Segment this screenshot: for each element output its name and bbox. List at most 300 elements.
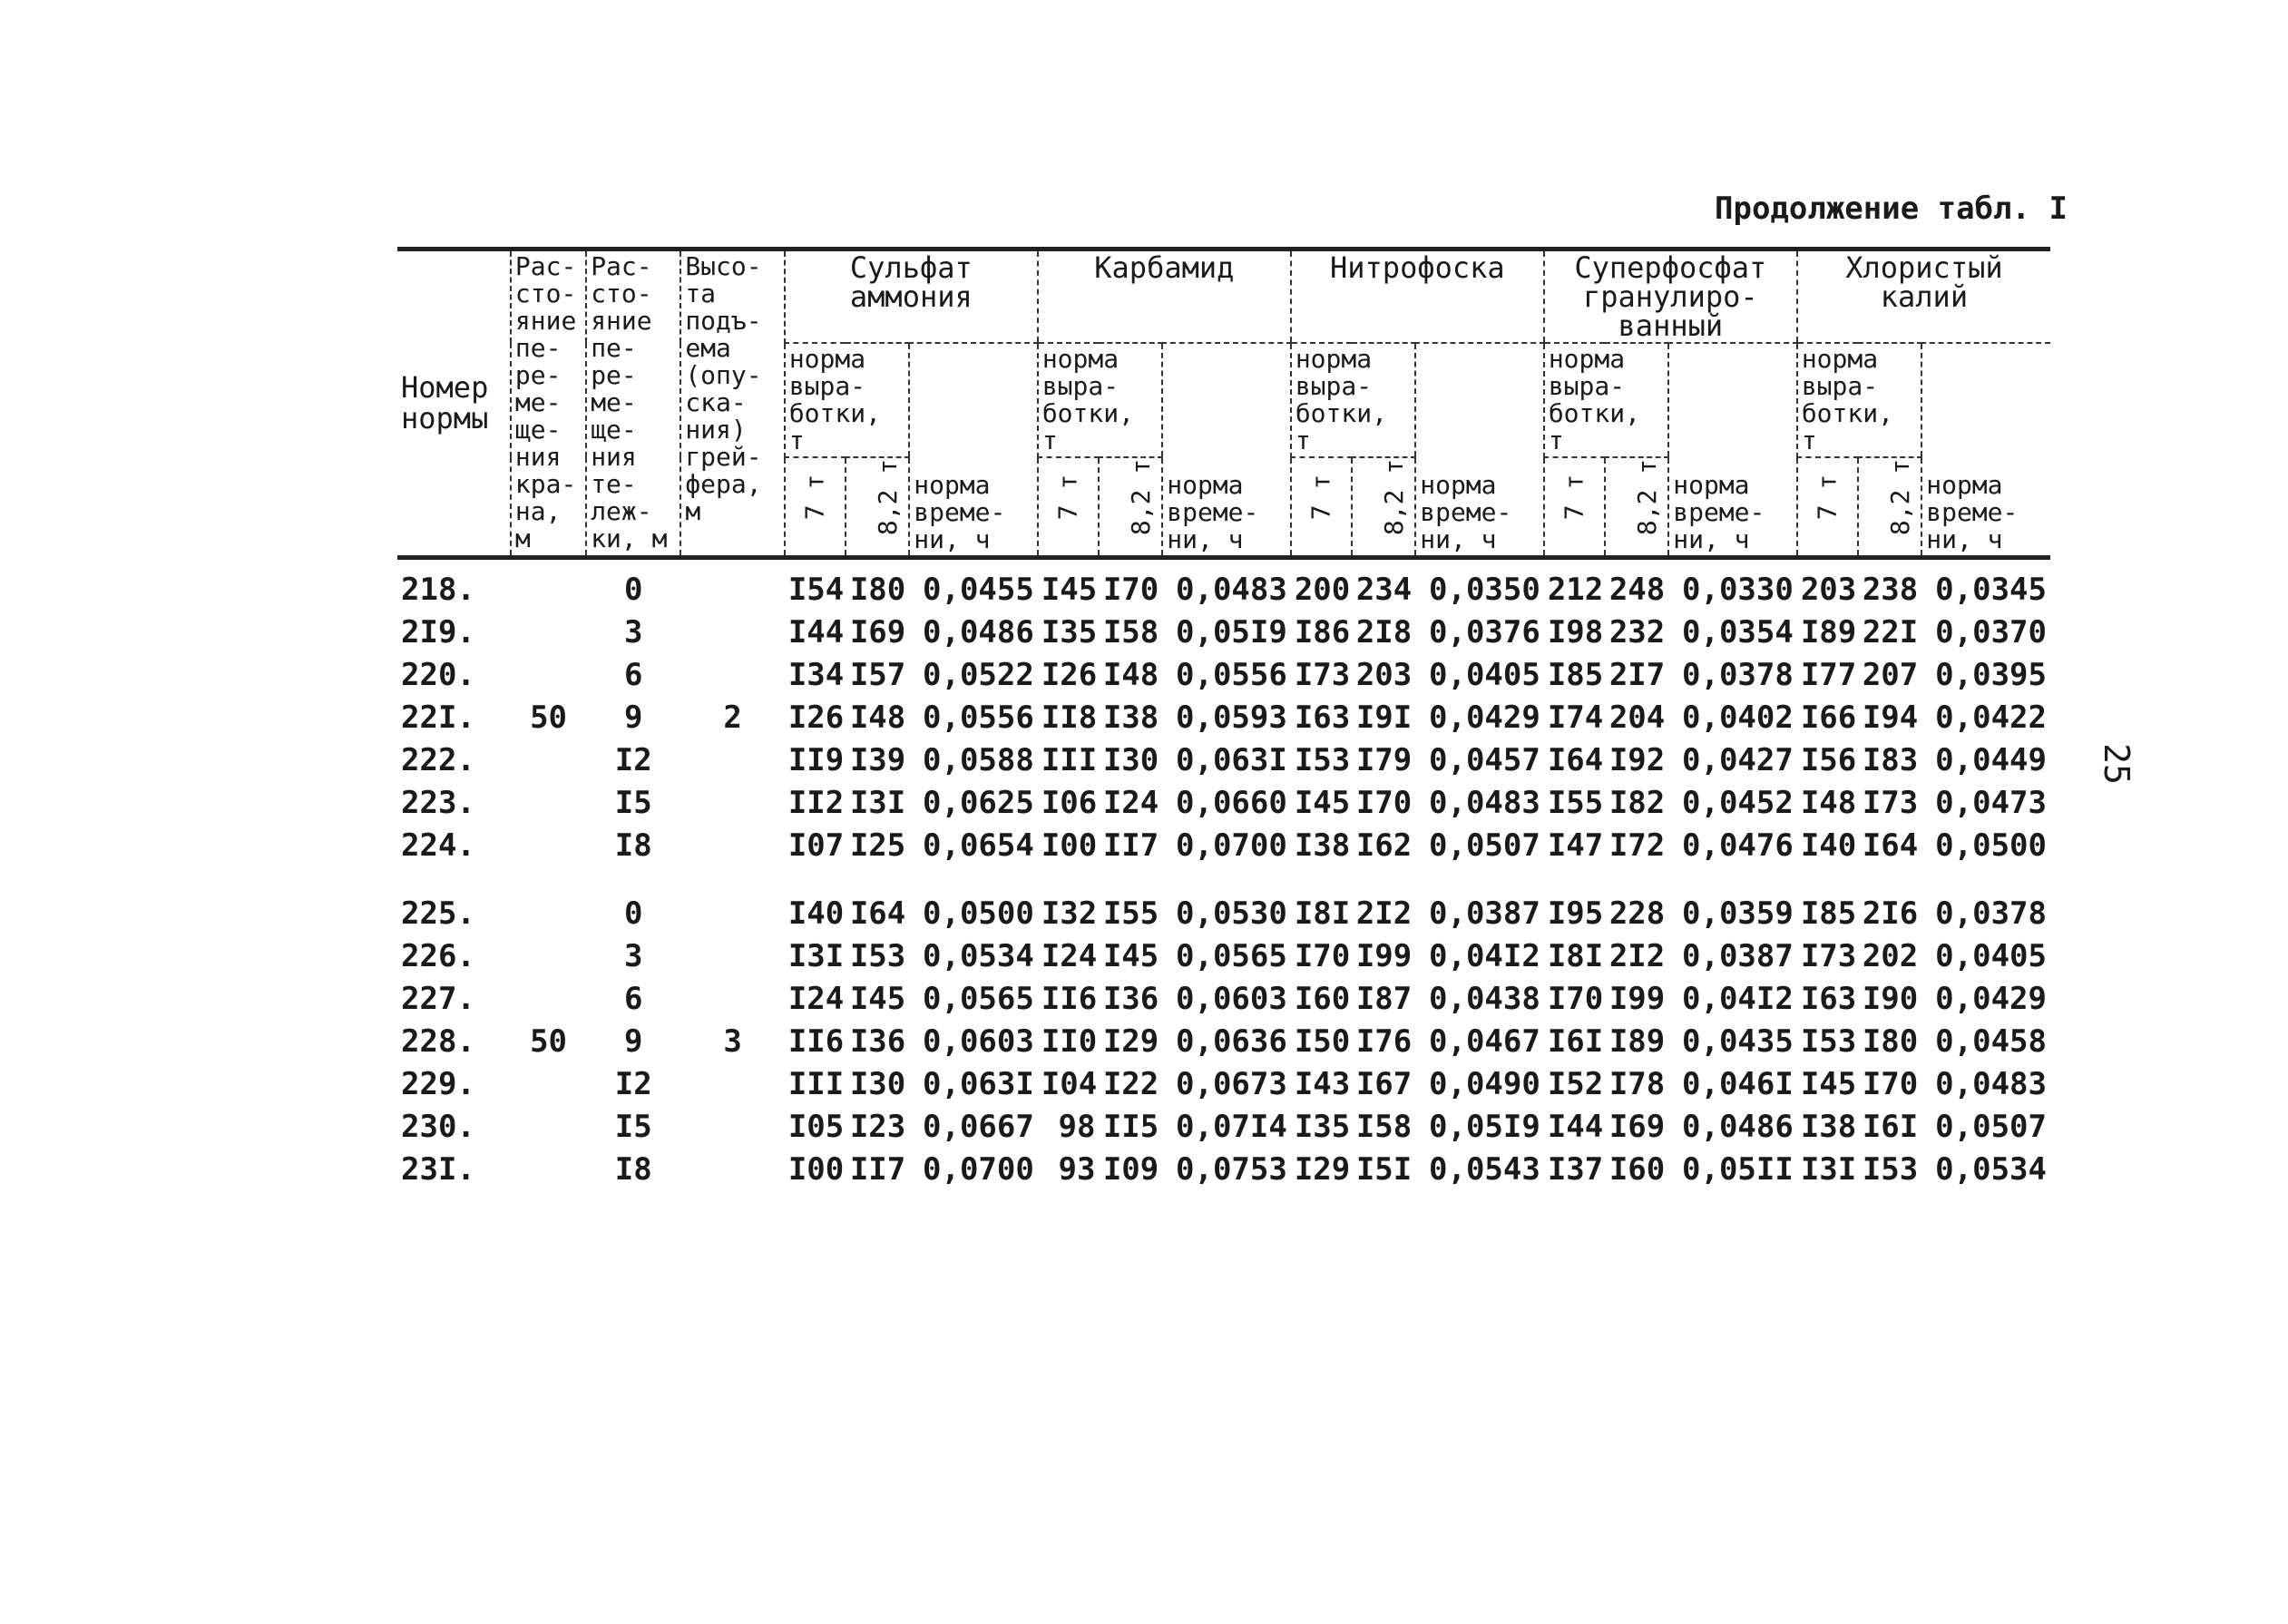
cell-output-norm: I3I <box>787 937 845 974</box>
cell-distance-trolley: 3 <box>624 937 643 974</box>
cell-output-norm: I3I <box>1800 1150 1857 1188</box>
cell-output-norm: I30 <box>1102 741 1159 778</box>
header-distance-trolley: Рас-сто-яние пе-ре-ме-ще-ния те-леж-ки, м <box>586 249 680 558</box>
cell-time-norm: 0,0500 <box>1935 827 2047 864</box>
cell-output-norm: I92 <box>1608 741 1666 778</box>
cell-output-norm: I54 <box>787 571 845 608</box>
cell-distance-crane <box>511 782 586 825</box>
cell-output-norm: I38 <box>1102 699 1159 736</box>
cell-norm-number: 227. <box>401 980 475 1017</box>
cell-time-norm: 0,063I <box>1176 741 1287 778</box>
header-group-superphosphate: Суперфосфат гранулиро-ванный <box>1544 249 1797 344</box>
cell-output-norm: I00 <box>1041 827 1098 864</box>
cell-output-norm: I8I <box>1547 937 1604 974</box>
cell-time-norm: 0,0588 <box>923 741 1034 778</box>
header-mass-8-2: 8,2 т <box>1858 457 1921 557</box>
cell-distance-trolley: I2 <box>614 1065 652 1102</box>
cell-output-norm: I86 <box>1294 613 1351 651</box>
cell-time-norm: 0,0490 <box>1429 1065 1540 1102</box>
cell-distance-trolley: I8 <box>614 827 652 864</box>
cell-time-norm: 0,0429 <box>1429 699 1540 736</box>
cell-time-norm: 0,04I2 <box>1429 937 1540 974</box>
cell-time-norm: 0,0507 <box>1429 827 1540 864</box>
cell-norm-number: 223. <box>401 784 475 821</box>
cell-norm-number: 226. <box>401 937 475 974</box>
cell-distance-crane <box>511 654 586 697</box>
cell-output-norm: I45 <box>1041 571 1098 608</box>
header-grab-height: Высо-та подъ-ема (опу-ска-ния) грей-фера, м <box>680 249 785 558</box>
cell-grab-height <box>680 782 785 825</box>
cell-time-norm: 0,0486 <box>923 613 1034 651</box>
cell-output-norm: I90 <box>1862 980 1919 1017</box>
cell-distance-crane <box>511 739 586 782</box>
cell-distance-trolley: I2 <box>614 741 652 778</box>
cell-output-norm: I62 <box>1355 827 1413 864</box>
cell-output-norm: I55 <box>1102 895 1159 932</box>
table-row <box>397 1149 2050 1191</box>
cell-output-norm: I32 <box>1041 895 1098 932</box>
header-mass-7: 7 т <box>785 457 846 557</box>
cell-grab-height <box>680 611 785 654</box>
header-time-norm: норма време-ни, ч <box>909 343 1038 557</box>
cell-output-norm: I95 <box>1547 895 1604 932</box>
cell-output-norm: 232 <box>1608 613 1666 651</box>
cell-grab-height <box>680 1063 785 1106</box>
cell-time-norm: 0,0673 <box>1176 1065 1287 1102</box>
cell-time-norm: 0,0565 <box>1176 937 1287 974</box>
cell-time-norm: 0,0473 <box>1935 784 2047 821</box>
cell-time-norm: 0,063I <box>923 1065 1034 1102</box>
table-caption: Продолжение табл. I <box>1715 191 2068 227</box>
cell-distance-trolley: I8 <box>614 1150 652 1188</box>
cell-output-norm: 248 <box>1608 571 1666 608</box>
table-row <box>397 697 2050 739</box>
cell-output-norm: 212 <box>1547 571 1604 608</box>
cell-distance-crane <box>511 978 586 1021</box>
cell-output-norm: I40 <box>1800 827 1857 864</box>
cell-norm-number: 230. <box>401 1108 475 1145</box>
cell-output-norm: I70 <box>1547 980 1604 1017</box>
cell-output-norm: II2 <box>787 784 845 821</box>
cell-output-norm: II0 <box>1041 1022 1098 1060</box>
table-row <box>397 739 2050 782</box>
header-norm-number: Номер нормы <box>397 249 511 558</box>
cell-output-norm: I05 <box>787 1108 845 1145</box>
header-group-carbamide: Карбамид <box>1038 249 1291 344</box>
header-time-norm: норма време-ни, ч <box>1415 343 1544 557</box>
cell-time-norm: 0,0378 <box>1682 656 1794 693</box>
cell-output-norm: 2I6 <box>1862 895 1919 932</box>
cell-time-norm: 0,0753 <box>1176 1150 1287 1188</box>
cell-distance-crane <box>511 611 586 654</box>
cell-output-norm: I60 <box>1608 1150 1666 1188</box>
cell-time-norm: 0,0435 <box>1682 1022 1794 1060</box>
cell-output-norm: 98 <box>1058 1108 1096 1145</box>
table-row <box>397 782 2050 825</box>
cell-time-norm: 0,0565 <box>923 980 1034 1017</box>
cell-output-norm: I58 <box>1102 613 1159 651</box>
cell-output-norm: 203 <box>1800 571 1857 608</box>
header-output-norm: норма выра-ботки, т <box>1797 343 1921 457</box>
cell-norm-number: 225. <box>401 895 475 932</box>
cell-output-norm: I99 <box>1355 937 1413 974</box>
cell-output-norm: I55 <box>1547 784 1604 821</box>
cell-time-norm: 0,0700 <box>923 1150 1034 1188</box>
cell-output-norm: 238 <box>1862 571 1919 608</box>
cell-output-norm: I98 <box>1547 613 1604 651</box>
cell-norm-number: 220. <box>401 656 475 693</box>
cell-time-norm: 0,0500 <box>923 895 1034 932</box>
cell-output-norm: I48 <box>1102 656 1159 693</box>
cell-output-norm: I30 <box>849 1065 906 1102</box>
cell-grab-height <box>680 893 785 935</box>
cell-time-norm: 0,05I9 <box>1429 1108 1540 1145</box>
cell-output-norm: II7 <box>1102 827 1159 864</box>
cell-output-norm: 2I2 <box>1355 895 1413 932</box>
cell-output-norm: I29 <box>1294 1150 1351 1188</box>
cell-grab-height <box>680 1149 785 1191</box>
cell-output-norm: I6I <box>1862 1108 1919 1145</box>
cell-output-norm: 2I8 <box>1355 613 1413 651</box>
cell-output-norm: I80 <box>849 571 906 608</box>
cell-output-norm: 207 <box>1862 656 1919 693</box>
cell-time-norm: 0,0422 <box>1935 699 2047 736</box>
table-row <box>397 1063 2050 1106</box>
cell-norm-number: 22I. <box>401 699 475 736</box>
cell-output-norm: I44 <box>1547 1108 1604 1145</box>
cell-output-norm: II8 <box>1041 699 1098 736</box>
header-output-norm: норма выра-ботки, т <box>785 343 909 457</box>
cell-time-norm: 0,0455 <box>923 571 1034 608</box>
cell-output-norm: II9 <box>787 741 845 778</box>
cell-output-norm: I24 <box>1102 784 1159 821</box>
cell-time-norm: 0,0405 <box>1429 656 1540 693</box>
cell-output-norm: I38 <box>1800 1108 1857 1145</box>
cell-output-norm: I36 <box>1102 980 1159 1017</box>
cell-time-norm: 0,0534 <box>1935 1150 2047 1188</box>
cell-output-norm: I9I <box>1355 699 1413 736</box>
cell-norm-number: 229. <box>401 1065 475 1102</box>
cell-output-norm: I53 <box>1800 1022 1857 1060</box>
cell-time-norm: 0,0603 <box>923 1022 1034 1060</box>
cell-output-norm: I73 <box>1294 656 1351 693</box>
cell-output-norm: 228 <box>1608 895 1666 932</box>
cell-output-norm: I83 <box>1862 741 1919 778</box>
cell-output-norm: 203 <box>1355 656 1413 693</box>
cell-output-norm: I8I <box>1294 895 1351 932</box>
cell-output-norm: I89 <box>1608 1022 1666 1060</box>
cell-output-norm: 234 <box>1355 571 1413 608</box>
cell-output-norm: I39 <box>849 741 906 778</box>
header-time-norm: норма време-ни, ч <box>1921 343 2050 557</box>
cell-output-norm: I35 <box>1294 1108 1351 1145</box>
cell-output-norm: I53 <box>1862 1150 1919 1188</box>
cell-grab-height <box>680 739 785 782</box>
header-mass-7: 7 т <box>1038 457 1100 557</box>
cell-time-norm: 0,0486 <box>1682 1108 1794 1145</box>
cell-output-norm: 93 <box>1058 1150 1096 1188</box>
cell-output-norm: I24 <box>1041 937 1098 974</box>
cell-time-norm: 0,0350 <box>1429 571 1540 608</box>
cell-output-norm: I89 <box>1800 613 1857 651</box>
cell-time-norm: 0,0700 <box>1176 827 1287 864</box>
cell-time-norm: 0,0376 <box>1429 613 1540 651</box>
cell-output-norm: 22I <box>1862 613 1919 651</box>
cell-output-norm: I43 <box>1294 1065 1351 1102</box>
cell-time-norm: 0,046I <box>1682 1065 1794 1102</box>
cell-time-norm: 0,0476 <box>1682 827 1794 864</box>
cell-output-norm: I5I <box>1355 1150 1413 1188</box>
cell-output-norm: II7 <box>849 1150 906 1188</box>
cell-output-norm: I77 <box>1800 656 1857 693</box>
spacer-cell <box>397 867 2050 893</box>
cell-output-norm: I82 <box>1608 784 1666 821</box>
cell-output-norm: III <box>787 1065 845 1102</box>
cell-distance-trolley: 6 <box>624 980 643 1017</box>
cell-output-norm: I70 <box>1862 1065 1919 1102</box>
cell-distance-crane <box>511 1063 586 1106</box>
header-distance-crane: Рас-сто-яние пе-ре-ме-ще-ния кра-на, м <box>511 249 586 558</box>
cell-time-norm: 0,0457 <box>1429 741 1540 778</box>
cell-distance-crane <box>511 893 586 935</box>
cell-grab-height <box>680 654 785 697</box>
cell-output-norm: I45 <box>1102 937 1159 974</box>
cell-output-norm: I23 <box>849 1108 906 1145</box>
cell-output-norm: II5 <box>1102 1108 1159 1145</box>
page-number: 25 <box>2096 743 2136 785</box>
cell-time-norm: 0,07I4 <box>1176 1108 1287 1145</box>
header-time-norm: норма време-ни, ч <box>1668 343 1797 557</box>
cell-distance-crane: 50 <box>530 699 568 736</box>
cell-output-norm: 200 <box>1294 571 1351 608</box>
cell-output-norm: III <box>1041 741 1098 778</box>
cell-output-norm: I26 <box>1041 656 1098 693</box>
cell-distance-trolley: I5 <box>614 784 652 821</box>
cell-time-norm: 0,0378 <box>1935 895 2047 932</box>
cell-output-norm: I52 <box>1547 1065 1604 1102</box>
cell-grab-height: 2 <box>723 699 742 736</box>
cell-output-norm: II6 <box>787 1022 845 1060</box>
cell-output-norm: I34 <box>787 656 845 693</box>
cell-grab-height <box>680 935 785 978</box>
cell-grab-height <box>680 978 785 1021</box>
cell-output-norm: I48 <box>849 699 906 736</box>
cell-distance-trolley: I5 <box>614 1108 652 1145</box>
cell-grab-height <box>680 557 785 611</box>
header-mass-7: 7 т <box>1797 457 1859 557</box>
cell-time-norm: 0,0483 <box>1429 784 1540 821</box>
cell-time-norm: 0,0556 <box>923 699 1034 736</box>
cell-output-norm: I69 <box>1608 1108 1666 1145</box>
cell-time-norm: 0,0395 <box>1935 656 2047 693</box>
cell-distance-crane <box>511 935 586 978</box>
cell-output-norm: I64 <box>1862 827 1919 864</box>
cell-output-norm: I72 <box>1608 827 1666 864</box>
header-output-norm: норма выра-ботки, т <box>1038 343 1162 457</box>
cell-output-norm: I40 <box>787 895 845 932</box>
cell-output-norm: I22 <box>1102 1065 1159 1102</box>
cell-output-norm: I69 <box>849 613 906 651</box>
header-time-norm: норма време-ни, ч <box>1162 343 1291 557</box>
cell-output-norm: I09 <box>1102 1150 1159 1188</box>
table-row <box>397 654 2050 697</box>
cell-time-norm: 0,0402 <box>1682 699 1794 736</box>
cell-time-norm: 0,0543 <box>1429 1150 1540 1188</box>
cell-time-norm: 0,0534 <box>923 937 1034 974</box>
cell-time-norm: 0,0667 <box>923 1108 1034 1145</box>
table-row <box>397 1021 2050 1063</box>
cell-time-norm: 0,0438 <box>1429 980 1540 1017</box>
cell-output-norm: I78 <box>1608 1065 1666 1102</box>
cell-output-norm: I38 <box>1294 827 1351 864</box>
cell-output-norm: I35 <box>1041 613 1098 651</box>
cell-output-norm: I45 <box>1800 1065 1857 1102</box>
cell-distance-crane: 50 <box>530 1022 568 1060</box>
cell-output-norm: I24 <box>787 980 845 1017</box>
cell-output-norm: I00 <box>787 1150 845 1188</box>
cell-distance-trolley: 0 <box>624 571 643 608</box>
cell-output-norm: II6 <box>1041 980 1098 1017</box>
cell-time-norm: 0,0636 <box>1176 1022 1287 1060</box>
cell-output-norm: I45 <box>1294 784 1351 821</box>
cell-norm-number: 23I. <box>401 1150 475 1188</box>
cell-output-norm: I63 <box>1294 699 1351 736</box>
cell-output-norm: I76 <box>1355 1022 1413 1060</box>
cell-time-norm: 0,0354 <box>1682 613 1794 651</box>
table-row <box>397 978 2050 1021</box>
cell-output-norm: I64 <box>849 895 906 932</box>
cell-output-norm: I58 <box>1355 1108 1413 1145</box>
cell-output-norm: I56 <box>1800 741 1857 778</box>
cell-output-norm: 204 <box>1608 699 1666 736</box>
cell-time-norm: 0,0530 <box>1176 895 1287 932</box>
cell-output-norm: I48 <box>1800 784 1857 821</box>
cell-output-norm: I74 <box>1547 699 1604 736</box>
cell-output-norm: I73 <box>1800 937 1857 974</box>
cell-time-norm: 0,0556 <box>1176 656 1287 693</box>
cell-output-norm: I26 <box>787 699 845 736</box>
cell-time-norm: 0,0387 <box>1682 937 1794 974</box>
cell-time-norm: 0,05I9 <box>1176 613 1287 651</box>
cell-distance-trolley: 3 <box>624 613 643 651</box>
cell-time-norm: 0,0405 <box>1935 937 2047 974</box>
cell-output-norm: I45 <box>849 980 906 1017</box>
table-row <box>397 935 2050 978</box>
cell-output-norm: I73 <box>1862 784 1919 821</box>
cell-output-norm: 202 <box>1862 937 1919 974</box>
cell-output-norm: I80 <box>1862 1022 1919 1060</box>
header-group-nitrophoska: Нитрофоска <box>1291 249 1544 344</box>
cell-time-norm: 0,0593 <box>1176 699 1287 736</box>
header-mass-8-2: 8,2 т <box>1352 457 1415 557</box>
cell-time-norm: 0,0507 <box>1935 1108 2047 1145</box>
cell-output-norm: I64 <box>1547 741 1604 778</box>
cell-output-norm: I25 <box>849 827 906 864</box>
cell-time-norm: 0,0387 <box>1429 895 1540 932</box>
cell-distance-trolley: 0 <box>624 895 643 932</box>
cell-grab-height: 3 <box>723 1022 742 1060</box>
cell-output-norm: I53 <box>849 937 906 974</box>
cell-time-norm: 0,0427 <box>1682 741 1794 778</box>
cell-output-norm: I57 <box>849 656 906 693</box>
cell-time-norm: 0,0452 <box>1682 784 1794 821</box>
header-group-ammonium-sulfate: Сульфат аммония <box>785 249 1038 344</box>
cell-output-norm: I36 <box>849 1022 906 1060</box>
cell-distance-crane <box>511 557 586 611</box>
cell-grab-height <box>680 1106 785 1149</box>
cell-output-norm: I85 <box>1547 656 1604 693</box>
cell-distance-crane <box>511 825 586 867</box>
table-row <box>397 1106 2050 1149</box>
cell-time-norm: 0,0603 <box>1176 980 1287 1017</box>
cell-distance-crane <box>511 1106 586 1149</box>
table-row <box>397 611 2050 654</box>
cell-time-norm: 0,0359 <box>1682 895 1794 932</box>
cell-time-norm: 0,0522 <box>923 656 1034 693</box>
cell-time-norm: 0,0654 <box>923 827 1034 864</box>
cell-output-norm: I37 <box>1547 1150 1604 1188</box>
cell-output-norm: I79 <box>1355 741 1413 778</box>
header-group-potassium-chloride: Хлористый калий <box>1797 249 2050 344</box>
header-mass-7: 7 т <box>1544 457 1606 557</box>
cell-time-norm: 0,0660 <box>1176 784 1287 821</box>
cell-time-norm: 0,0483 <box>1935 1065 2047 1102</box>
cell-output-norm: I50 <box>1294 1022 1351 1060</box>
cell-output-norm: I70 <box>1355 784 1413 821</box>
cell-output-norm: I29 <box>1102 1022 1159 1060</box>
cell-output-norm: I44 <box>787 613 845 651</box>
cell-time-norm: 0,0449 <box>1935 741 2047 778</box>
cell-time-norm: 0,05II <box>1682 1150 1794 1188</box>
cell-norm-number: 218. <box>401 571 475 608</box>
cell-grab-height <box>680 825 785 867</box>
table-row <box>397 557 2050 611</box>
table-body <box>397 557 2050 1191</box>
cell-output-norm: I6I <box>1547 1022 1604 1060</box>
cell-time-norm: 0,0625 <box>923 784 1034 821</box>
header-output-norm: норма выра-ботки, т <box>1291 343 1415 457</box>
cell-output-norm: I06 <box>1041 784 1098 821</box>
header-output-norm: норма выра-ботки, т <box>1544 343 1668 457</box>
cell-output-norm: I70 <box>1102 571 1159 608</box>
header-mass-8-2: 8,2 т <box>1605 457 1668 557</box>
cell-output-norm: I99 <box>1608 980 1666 1017</box>
header-mass-8-2: 8,2 т <box>1099 457 1162 557</box>
cell-time-norm: 0,0483 <box>1176 571 1287 608</box>
cell-output-norm: I66 <box>1800 699 1857 736</box>
cell-output-norm: I63 <box>1800 980 1857 1017</box>
cell-time-norm: 0,0458 <box>1935 1022 2047 1060</box>
cell-time-norm: 0,0467 <box>1429 1022 1540 1060</box>
cell-time-norm: 0,0345 <box>1935 571 2047 608</box>
norms-table <box>397 247 2050 1191</box>
cell-norm-number: 224. <box>401 827 475 864</box>
header-mass-8-2: 8,2 т <box>846 457 909 557</box>
cell-distance-trolley: 9 <box>624 1022 643 1060</box>
cell-distance-crane <box>511 1149 586 1191</box>
cell-time-norm: 0,04I2 <box>1682 980 1794 1017</box>
header-mass-7: 7 т <box>1291 457 1353 557</box>
cell-output-norm: I67 <box>1355 1065 1413 1102</box>
cell-distance-trolley: 6 <box>624 656 643 693</box>
group-spacer <box>397 867 2050 893</box>
cell-norm-number: 228. <box>401 1022 475 1060</box>
cell-distance-trolley: 9 <box>624 699 643 736</box>
cell-output-norm: I94 <box>1862 699 1919 736</box>
cell-time-norm: 0,0330 <box>1682 571 1794 608</box>
cell-output-norm: 2I7 <box>1608 656 1666 693</box>
table-row <box>397 893 2050 935</box>
